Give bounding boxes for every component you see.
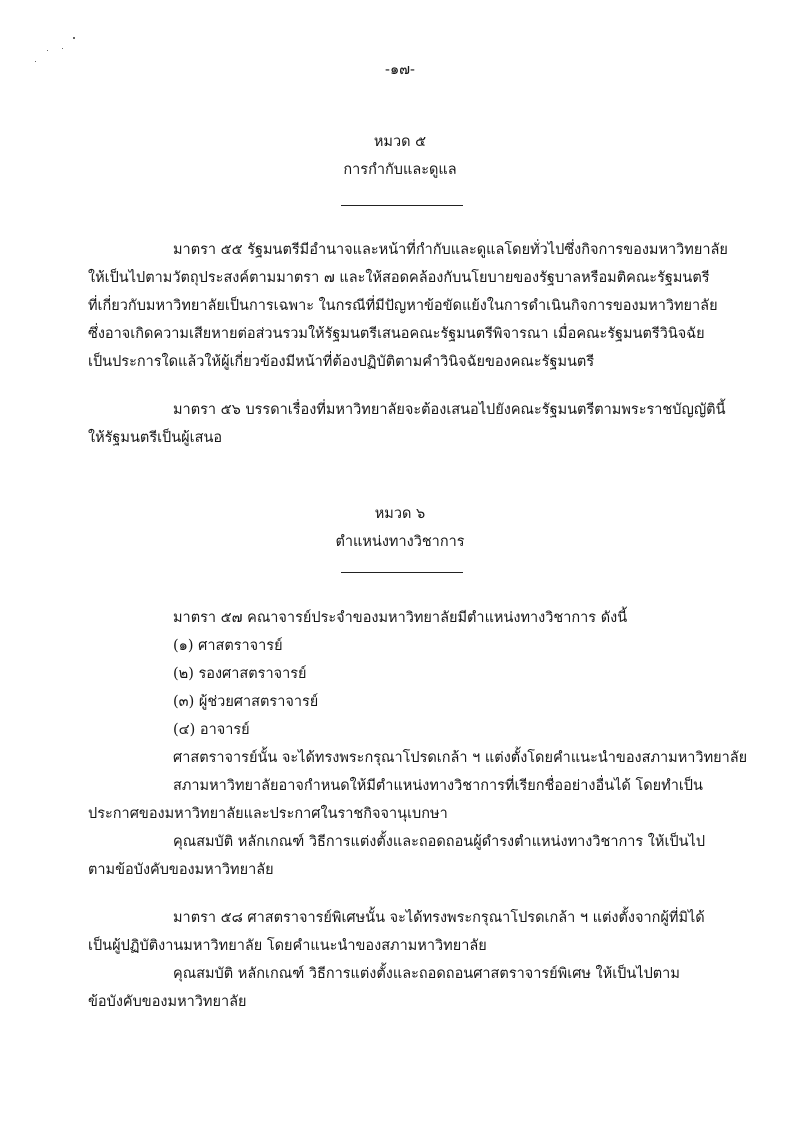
section-57-paragraph: คุณสมบัติ หลักเกณฑ์ วิธีการแต่งตั้งและถอดถอนผู้ดำรงตำแหน่งทางวิชาการ ให้เป็นไป — [173, 834, 706, 850]
section-58-line: คุณสมบัติ หลักเกณฑ์ วิธีการแต่งตั้งและถอดถอนศาสตราจารย์พิเศษ ให้เป็นไปตาม — [173, 966, 680, 982]
page-number: -๑๗- — [385, 62, 415, 78]
section-55-line: มาตรา ๕๕ รัฐมนตรีมีอำนาจและหน้าที่กำกับและดูแลโดยทั่วไปซึ่งกิจการของมหาวิทยาลัย — [173, 242, 728, 258]
scan-speck — [47, 50, 48, 51]
section-57-item: (๒) รองศาสตราจารย์ — [173, 666, 307, 682]
section-55-line: ซึ่งอาจเกิดความเสียหายต่อส่วนรวมให้รัฐมนตรีเสนอคณะรัฐมนตรีพิจารณา เมื่อคณะรัฐมนตรีวินิจฉัย — [88, 326, 705, 342]
chapter-5-title: การกำกับและดูแล — [343, 162, 457, 178]
chapter-6-heading: หมวด ๖ — [374, 506, 426, 522]
section-56-line: มาตรา ๕๖ บรรดาเรื่องที่มหาวิทยาลัยจะต้องเสนอไปยังคณะรัฐมนตรีตามพระราชบัญญัตินี้ — [173, 402, 726, 418]
section-57-paragraph: ศาสตราจารย์นั้น จะได้ทรงพระกรุณาโปรดเกล้า ฯ แต่งตั้งโดยคำแนะนำของสภามหาวิทยาลัย — [173, 750, 748, 766]
section-55-line: ที่เกี่ยวกับมหาวิทยาลัยเป็นการเฉพาะ ในกรณีที่มีปัญหาข้อขัดแย้งในการดำเนินกิจการของมหาวิทยาลัย — [88, 298, 718, 314]
section-58-line: ข้อบังคับของมหาวิทยาลัย — [88, 994, 247, 1010]
section-55-line: เป็นประการใดแล้วให้ผู้เกี่ยวข้องมีหน้าที่ต้องปฏิบัติตามคำวินิจฉัยของคณะรัฐมนตรี — [88, 354, 595, 370]
section-57-item: (๓) ผู้ช่วยศาสตราจารย์ — [173, 694, 319, 710]
section-56-line: ให้รัฐมนตรีเป็นผู้เสนอ — [88, 430, 223, 446]
section-58-line: เป็นผู้ปฏิบัติงานมหาวิทยาลัย โดยคำแนะนำของสภามหาวิทยาลัย — [88, 938, 487, 954]
section-57-item: (๔) อาจารย์ — [173, 722, 250, 738]
chapter-5-heading: หมวด ๕ — [373, 134, 427, 150]
section-57-item: (๑) ศาสตราจารย์ — [173, 638, 283, 654]
chapter-6-title: ตำแหน่งทางวิชาการ — [335, 534, 465, 550]
section-57-paragraph: ตามข้อบังคับของมหาวิทยาลัย — [88, 862, 274, 878]
scan-speck — [62, 48, 63, 49]
scan-speck — [73, 37, 75, 39]
section-57-paragraph: ประกาศของมหาวิทยาลัยและประกาศในราชกิจจานุเบกษา — [88, 806, 448, 822]
section-57-paragraph: สภามหาวิทยาลัยอาจกำหนดให้มีตำแหน่งทางวิชาการที่เรียกชื่ออย่างอื่นได้ โดยทำเป็น — [173, 778, 703, 794]
section-58-line: มาตรา ๕๘ ศาสตราจารย์พิเศษนั้น จะได้ทรงพระกรุณาโปรดเกล้า ฯ แต่งตั้งจากผู้ที่มิได้ — [173, 910, 705, 926]
section-57-intro: มาตรา ๕๗ คณาจารย์ประจำของมหาวิทยาลัยมีตำแหน่งทางวิชาการ ดังนี้ — [173, 610, 628, 626]
section-55-line: ให้เป็นไปตามวัตถุประสงค์ตามมาตรา ๗ และให้สอดคล้องกับนโยบายของรัฐบาลหรือมติคณะรัฐมนตรี — [88, 270, 710, 286]
chapter-5-divider — [341, 205, 463, 206]
chapter-6-divider — [341, 572, 463, 573]
